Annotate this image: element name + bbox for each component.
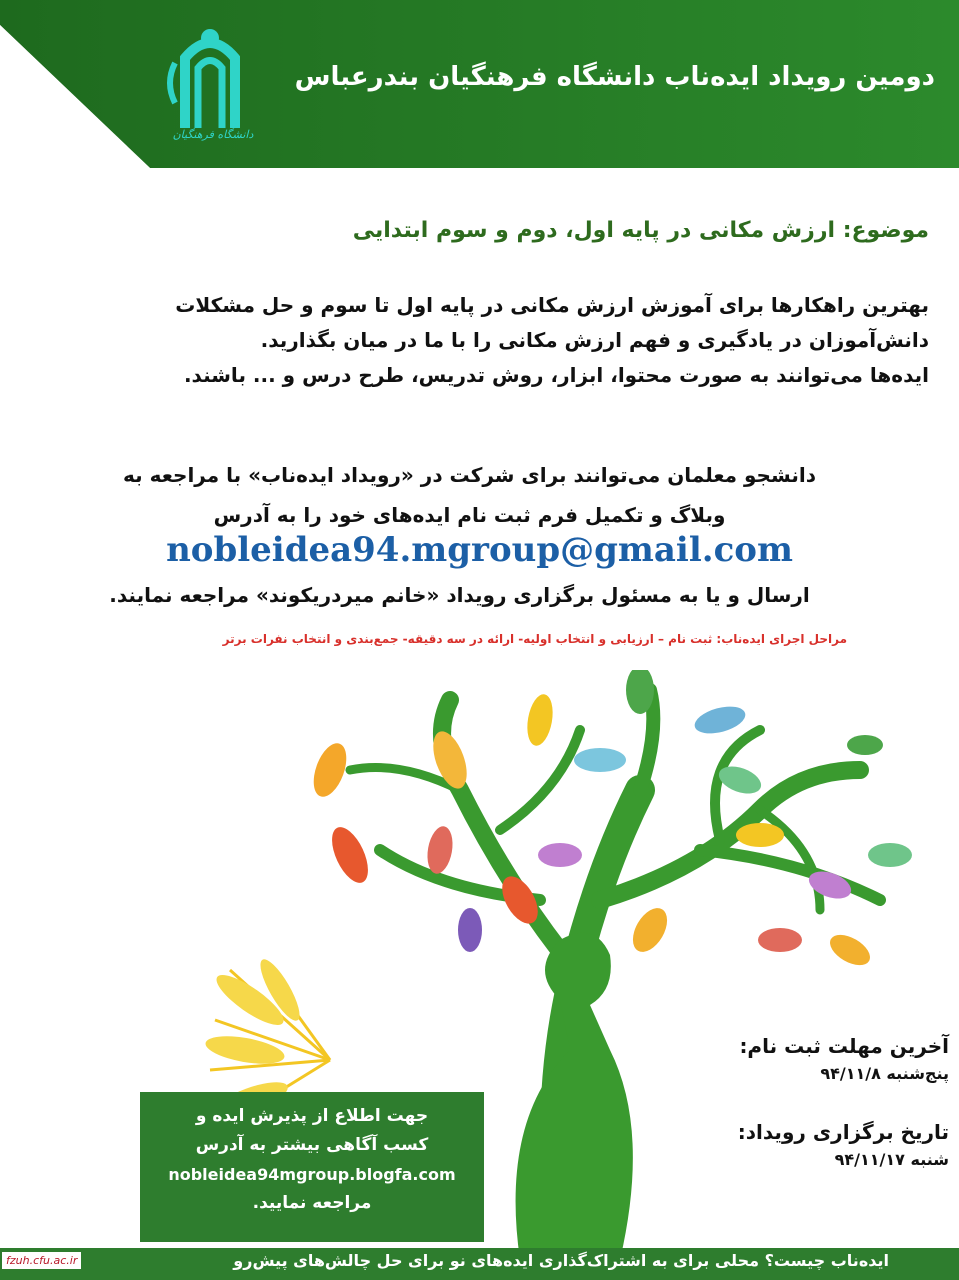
participation-line-2: وبلاگ و تکمیل فرم ثبت نام ایده‌های خود را به آدرس bbox=[213, 503, 726, 527]
participation-paragraph bbox=[60, 455, 879, 535]
event-date-title: تاریخ برگزاری رویداد: bbox=[737, 1120, 949, 1144]
blog-url: nobleidea94mgroup.blogfa.com bbox=[168, 1165, 456, 1184]
email-address: nobleidea94.mgroup@gmail.com bbox=[166, 530, 793, 570]
footer-bar bbox=[0, 1248, 959, 1280]
logo-caption: دانشگاه فرهنگیان bbox=[172, 128, 254, 141]
registration-deadline bbox=[739, 1034, 949, 1083]
event-stages: مراحل اجرای ایده‌ناب: ثبت نام – ارزیابی و انتخاب اولیه- ارائه در سه دقیقه- جمع‌بندی و انتخاب نفرات برتر bbox=[222, 632, 847, 646]
intro-paragraph bbox=[22, 288, 929, 393]
event-date bbox=[738, 1120, 949, 1169]
child-figure bbox=[516, 933, 633, 1260]
registration-deadline-title: آخرین مهلت ثبت نام: bbox=[739, 1034, 949, 1058]
event-date-value: شنبه ۹۴/۱۱/۱۷ bbox=[834, 1150, 949, 1169]
info-box-line-3: مراجعه نمایید. bbox=[252, 1193, 372, 1213]
subject-heading: موضوع: ارزش مکانی در پایه اول، دوم و سوم ابتدایی bbox=[352, 218, 929, 243]
footer-text: ایده‌ناب چیست؟ محلی برای به اشتراک‌گذاری ایده‌های نو برای حل چالش‌های پیش‌رو bbox=[233, 1251, 889, 1270]
info-box-line-1: جهت اطلاع از پذیرش ایده و bbox=[195, 1106, 429, 1126]
intro-line-2: دانش‌آموزان در یادگیری و فهم ارزش مکانی را با ما در میان بگذارید. bbox=[260, 328, 929, 352]
page-title: دومین رویداد ایده‌ناب دانشگاه فرهنگیان بندرعباس bbox=[294, 62, 935, 92]
intro-line-1: بهترین راهکارها برای آموزش ارزش مکانی در پایه اول تا سوم و حل مشکلات bbox=[175, 293, 929, 317]
registration-deadline-value: پنج‌شنبه ۹۴/۱۱/۸ bbox=[820, 1064, 949, 1083]
watermark: fzuh.cfu.ac.ir bbox=[2, 1252, 81, 1269]
info-box-line-2: کسب آگاهی بیشتر به آدرس bbox=[195, 1135, 429, 1155]
participation-line-3: ارسال و یا به مسئول برگزاری رویداد «خانم میردریکوند» مراجعه نمایند. bbox=[109, 583, 810, 607]
participation-line-1: دانشجو معلمان می‌توانند برای شرکت در «رویداد ایده‌ناب» با مراجعه به bbox=[123, 463, 816, 487]
intro-line-3: ایده‌ها می‌توانند به صورت محتوا، ابزار، روش تدریس، طرح درس و ... باشند. bbox=[183, 363, 929, 387]
info-box bbox=[140, 1092, 484, 1242]
header-banner bbox=[0, 0, 959, 168]
